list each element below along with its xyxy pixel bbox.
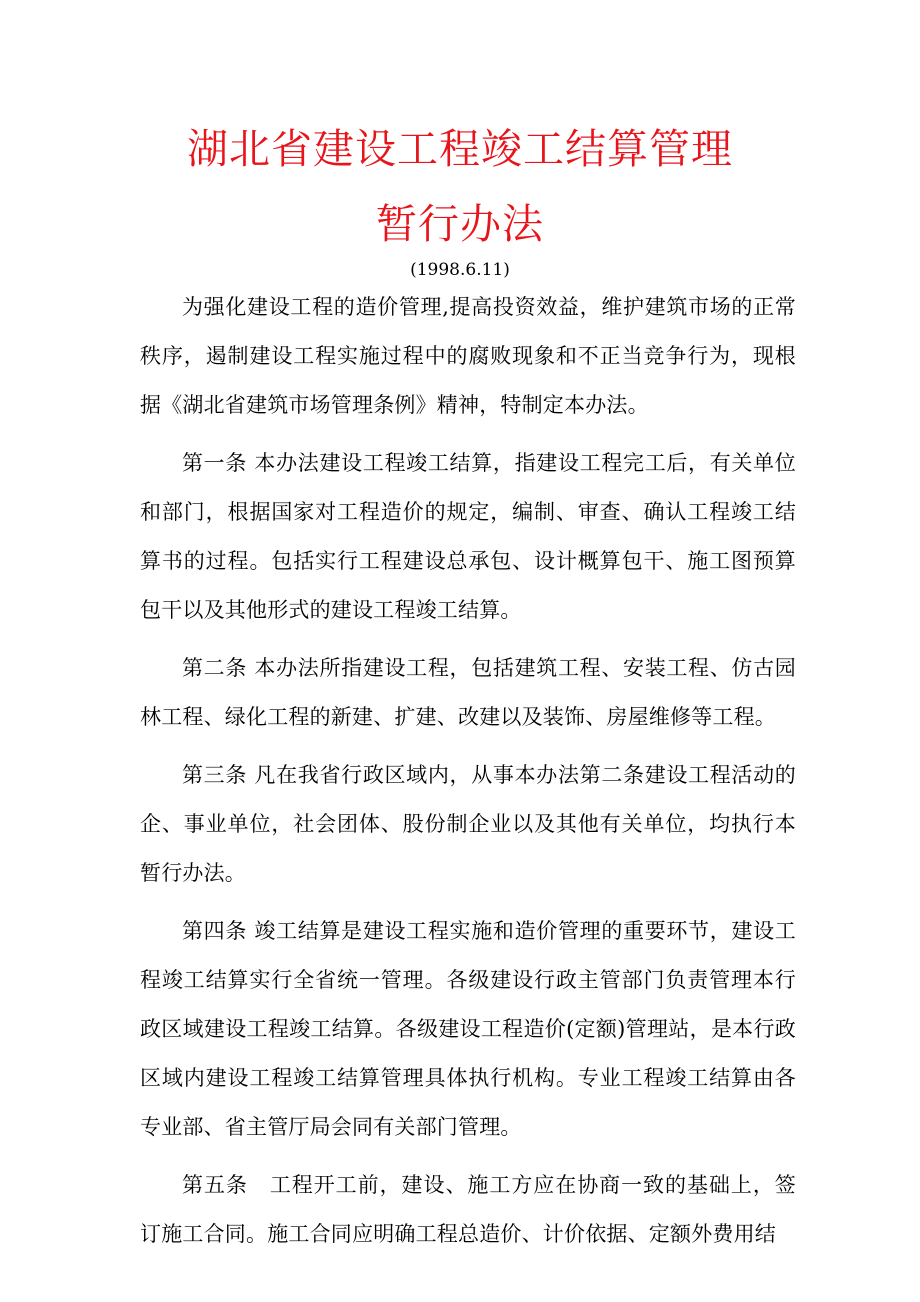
- article-4-paragraph: 第四条 竣工结算是建设工程实施和造价管理的重要环节，建设工程竣工结算实行全省统一管理。各级建设行政主管部门负责管理本行政区域建设工程竣工结算。各级建设工程造价(定额)管理站，是本行政区域内建设工程竣工结算管理具体执行机构。专业工程竣工结算由各专业部、省主管厅局会同有关部门管理。: [140, 919, 796, 1139]
- document-body: [140, 283, 796, 1259]
- article-5-paragraph: 第五条 工程开工前，建设、施工方应在协商一致的基础上，签订施工合同。施工合同应明确工程总造价、计价依据、定额外费用结: [140, 1173, 796, 1246]
- article-3-paragraph: 第三条 凡在我省行政区域内，从事本办法第二条建设工程活动的企、事业单位，社会团体、股份制企业以及其他有关单位，均执行本暂行办法。: [140, 763, 796, 885]
- article-2-paragraph: 第二条 本办法所指建设工程，包括建筑工程、安装工程、仿古园林工程、绿化工程的新建、扩建、改建以及装饰、房屋维修等工程。: [140, 656, 796, 729]
- document-title-line-2: 暂行办法: [376, 200, 544, 248]
- document-date: (1998.6.11): [410, 260, 510, 280]
- preamble-paragraph: 为强化建设工程的造价管理,提高投资效益，维护建筑市场的正常秩序，遏制建设工程实施过程中的腐败现象和不正当竞争行为，现根据《湖北省建筑市场管理条例》精神，特制定本办法。: [140, 295, 796, 417]
- document-title-line-1: 湖北省建设工程竣工结算管理: [187, 125, 733, 173]
- article-1-paragraph: 第一条 本办法建设工程竣工结算，指建设工程完工后，有关单位和部门，根据国家对工程造价的规定，编制、审查、确认工程竣工结算书的过程。包括实行工程建设总承包、设计概算包干、施工图预算包干以及其他形式的建设工程竣工结算。: [140, 451, 796, 622]
